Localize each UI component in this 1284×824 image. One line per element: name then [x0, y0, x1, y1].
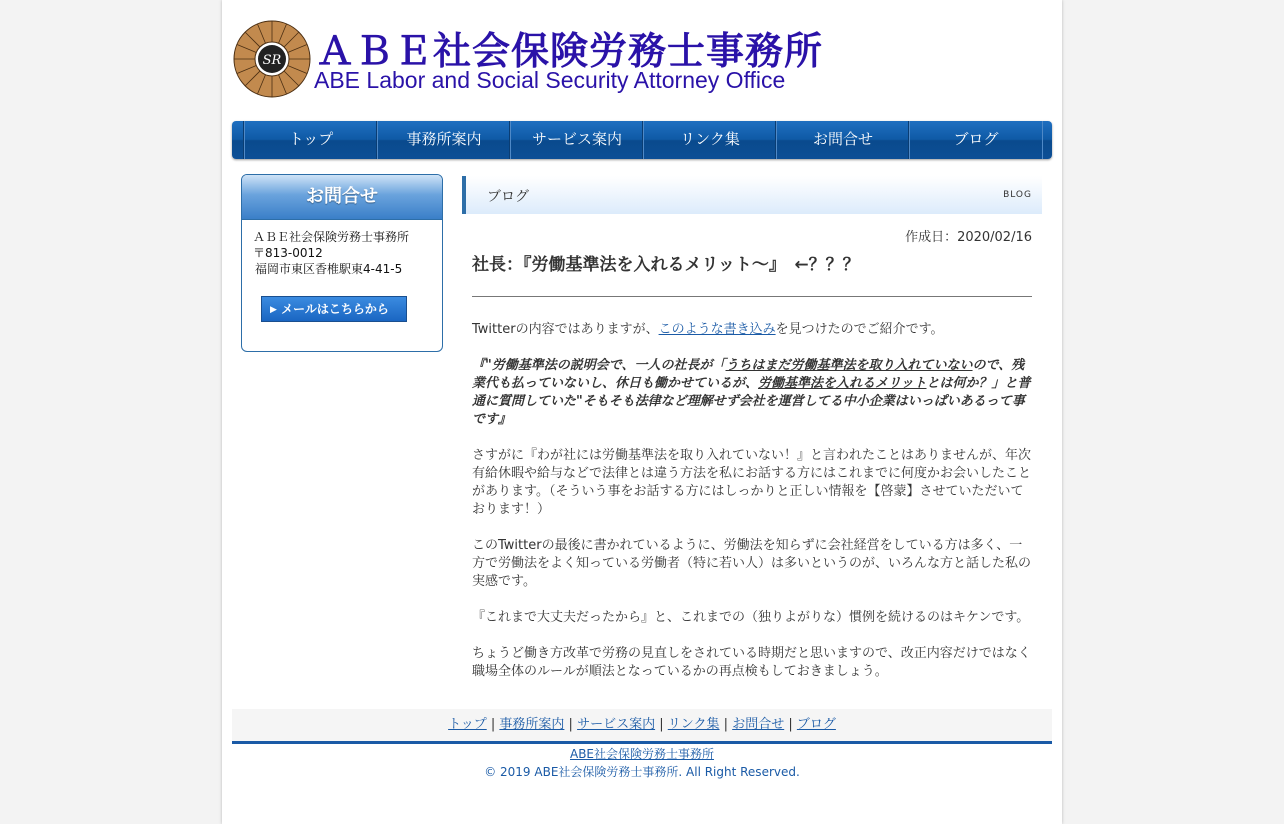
- mail-button-label: メールはこちらから: [281, 302, 389, 316]
- nav-item-top[interactable]: トップ: [244, 121, 377, 159]
- post-paragraph-5: 『これまで大丈夫だったから』と、これまでの（独りよがりな）慣例を続けるのはキケンです。: [472, 610, 1030, 625]
- logo-text: SR: [262, 53, 282, 68]
- footer-link-contact[interactable]: お問合せ: [732, 717, 785, 732]
- footer-separator: |: [568, 717, 573, 732]
- footer-office-link[interactable]: ABE社会保険労務士事務所: [569, 747, 715, 761]
- post-title: 社長：『労働基準法を入れるメリット～』 ←？？？: [472, 255, 860, 275]
- blog-section-english: BLOG: [1003, 190, 1032, 200]
- quote-part-1: 『"労働基準法の説明会で、一人の社長が「: [472, 358, 726, 373]
- post-date: 作成日：2020/02/16: [905, 230, 1032, 245]
- mail-contact-button[interactable]: [261, 296, 407, 322]
- nav-item-links[interactable]: リンク集: [643, 121, 776, 159]
- title-divider: [472, 296, 1032, 297]
- blog-section-header: [462, 176, 1042, 214]
- sidebar-contact-heading: お問合せ: [242, 175, 442, 220]
- sidebar-office-name: ＡＢＥ社会保険労務士事務所: [253, 230, 410, 244]
- site-title-english: ABE Labor and Social Security Attorney Office: [314, 67, 786, 93]
- post-paragraph-intro: [472, 321, 1034, 339]
- quote-part-2: ので、残業代も払っていないし、休日も働かせているが、: [472, 358, 1025, 391]
- site-title-japanese: ＡＢＥ社会保険労務士事務所: [316, 29, 824, 73]
- footer-link-blog[interactable]: ブログ: [796, 717, 836, 732]
- footer-separator: |: [659, 717, 664, 732]
- post-quote: [472, 357, 1034, 429]
- main-nav: [232, 121, 1052, 159]
- sidebar-postal-code: 〒813-0012: [253, 246, 323, 260]
- post-paragraph-4: このTwitterの最後に書かれているように、労働法を知らずに会社経営をしている方は多く、一方で労働法をよく知っている労働者（特に若い人）は多いというのが、いろんな方と話した私の実感です。: [472, 538, 1032, 589]
- intro-text-before: Twitterの内容ではありますが、: [472, 322, 659, 337]
- footer-divider: [232, 741, 1052, 744]
- footer-office: [222, 745, 1062, 762]
- nav-item-office[interactable]: 事務所案内: [377, 121, 510, 159]
- sidebar-contact-box: [241, 174, 443, 352]
- quote-part-3: とは何か？」と普通に質問していた"そもそも法律など理解せず会社を運営してる中小企業はいっぱいあるって事です』: [472, 376, 1031, 427]
- blog-section-title: ブログ: [487, 189, 529, 205]
- footer-link-links[interactable]: リンク集: [667, 717, 720, 732]
- twitter-post-link[interactable]: このような書き込み: [658, 322, 776, 337]
- quote-underline-1: うちはまだ労働基準法を取り入れていない: [725, 358, 973, 373]
- intro-text-after: を見つけたのでご紹介です。: [775, 322, 944, 337]
- sidebar-address: 福岡市東区香椎駅東4-41-5: [255, 262, 403, 276]
- play-arrow-icon: ▶: [270, 305, 277, 315]
- post-paragraph-6: ちょうど働き方改革で労務の見直しをされている時期だと思いますので、改正内容だけではなく職場全体のルールが順法となっているかの再点検もしておきましょう。: [472, 646, 1031, 679]
- footer-nav: [232, 709, 1052, 741]
- quote-underline-2: 労働基準法を入れるメリット: [758, 376, 927, 391]
- footer-link-top[interactable]: トップ: [448, 717, 487, 732]
- nav-item-contact[interactable]: お問合せ: [776, 121, 909, 159]
- footer-link-services[interactable]: サービス案内: [577, 717, 656, 732]
- post-paragraph-3: さすがに『わが社には労働基準法を取り入れていない！』と言われたことはありませんが、年次有給休暇や給与などで法律とは違う方法を私にお話する方にはこれまでに何度かお会いしたことがあります。（そういう事をお話する方にはしっかりと正しい情報を【啓蒙】させていただいております！）: [472, 448, 1032, 517]
- copyright-text: © 2019 ABE社会保険労務士事務所. All Right Reserved.: [484, 765, 800, 779]
- page-container: [222, 0, 1062, 824]
- nav-item-services[interactable]: サービス案内: [510, 121, 643, 159]
- nav-item-blog[interactable]: ブログ: [909, 121, 1043, 159]
- sr-emblem-logo[interactable]: [232, 19, 312, 99]
- footer-separator: |: [490, 717, 496, 732]
- footer-separator: |: [723, 717, 729, 732]
- footer-separator: |: [788, 717, 793, 732]
- footer-link-office[interactable]: 事務所案内: [499, 717, 565, 732]
